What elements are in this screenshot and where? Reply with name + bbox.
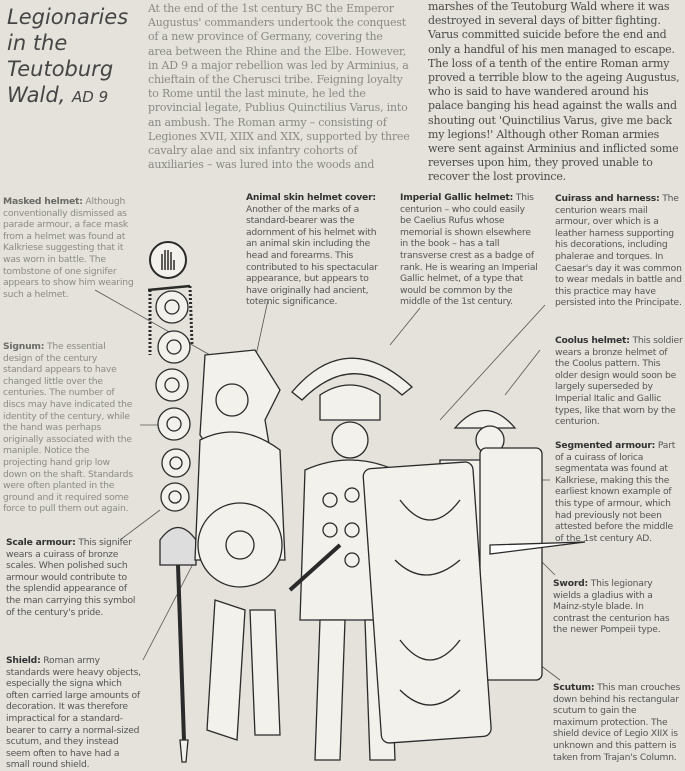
caption-text: This legionary wields a gladius with a Mainz-style blade. In contrast the centurion has the newer Pompeii type.	[553, 578, 670, 636]
caption-scutum	[553, 682, 681, 763]
caption-label: Cuirass and harness:	[555, 193, 660, 204]
title-main: Legionaries in the Teutoburg Wald,	[7, 5, 129, 107]
caption-label: Masked helmet:	[3, 196, 83, 207]
intro-column-2: marshes of the Teutoburg Wald where it was destroyed in several days of bitter fighting. Varus committed suicide before the end and only a handful of his men managed to escape. The loss of a tenth of the entire Roman army proved a terrible blow to the ageing Augustus, who is said to have wandered around his palace banging his head against the walls and shouting out 'Quinctilius Varus, give me back my legions!' Although other Roman armies were sent against Arminius and inflicted some reverses upon him, they proved unable to recover the lost province.	[428, 0, 680, 184]
caption-text: This centurion – who could easily be Caelius Rufus whose memorial is shown elsewhere in the book – has a tall transverse crest as a badge of rank. He is wearing an Imperial Gallic helmet, of a type that would be common by the middle of the 1st century.	[400, 192, 538, 308]
caption-label: Coolus helmet:	[555, 335, 630, 346]
caption-text: This soldier wears a bronze helmet of the Coolus pattern. This older design would soon be largely superseded by Imperial Italic and Gallic types, like that worn by the centurion.	[555, 335, 683, 428]
caption-sword	[553, 578, 681, 636]
caption-animal-skin	[246, 192, 386, 308]
signum-standard-drawing	[148, 242, 196, 762]
caption-text: The centurion wears mail armour, over which is a leather harness supporting his decorations, including phalerae and torques. In Caesar's day it was common to wear medals in battle and this practice may have persisted into the Principate.	[555, 193, 682, 309]
caption-shield	[6, 655, 142, 771]
caption-label: Scutum:	[553, 682, 595, 693]
caption-text: Another of the marks of a standard-bearer was the adornment of his helmet with an animal skin including the head and forearms. This contributed to his spectacular appearance, but appears to have originally had ancient, totemic significance.	[246, 203, 378, 308]
caption-label: Imperial Gallic helmet:	[400, 192, 514, 203]
caption-text: The essential design of the century standard appears to have changed little over the centuries. The number of discs may have indicated the identity of the century, while the hand was perhaps originally associated with the maniple. Notice the projecting hand grip low down on the shaft. Standards were often planted in the ground and it required some force to pull them out again.	[3, 341, 133, 515]
caption-label: Segmented armour:	[555, 440, 656, 451]
caption-imperial-gallic	[400, 192, 538, 308]
caption-segmented-armour	[555, 440, 683, 544]
caption-label: Animal skin helmet cover:	[246, 192, 376, 203]
caption-label: Signum:	[3, 341, 45, 352]
caption-label: Sword:	[553, 578, 588, 589]
caption-text: This man crouches down behind his rectangular scutum to gain the maximum protection. The shield device of Legio XIIX is unknown and this pattern is taken from Trajan's Column.	[553, 682, 681, 763]
page-title	[7, 4, 147, 110]
caption-text: Part of a cuirass of lorica segmentata was found at Kalkriese, making this the earliest known example of this type of armour, which had previously not been attested before the middle of the 1st century AD.	[555, 440, 676, 544]
caption-text: Roman army standards were heavy objects, especially the signa which often carried large amounts of decoration. It was therefore impractical for a standard-bearer to carry a normal-sized scutum, and they instead seem often to have had a small round shield.	[6, 655, 141, 771]
signifer-drawing	[195, 350, 285, 740]
caption-coolus	[555, 335, 683, 428]
title-era: AD 9	[72, 88, 109, 106]
caption-masked-helmet	[3, 196, 138, 300]
caption-text: Although conventionally dismissed as parade armour, a face mask from a helmet was found at Kalkriese suggesting that it was worn in battle. The tombstone of one signifer appears to show him wearing such a helmet.	[3, 196, 134, 300]
caption-text: This signifer wears a cuirass of bronze scales. When polished such armour would contribute to the splendid appearance of the man carrying this symbol of the century's pride.	[6, 537, 136, 618]
caption-scale-armour	[6, 537, 136, 618]
legionary-drawing	[363, 411, 585, 744]
intro-column-1: At the end of the 1st century BC the Emperor Augustus' commanders undertook the conquest of a new province of Germany, covering the area between the Rhine and the Elbe. However, in AD 9 a major rebellion was led by Arminius, a chieftain of the Cherusci tribe. Feigning loyalty to Rome until the last minute, he led the provincial legate, Publius Quinctilius Varus, into an ambush. The Roman army – consisting of Legiones XVII, XIIX and XIX, supported by three cavalry alae and six infantry cohorts of auxiliaries – was lured into the woods and	[148, 2, 410, 172]
caption-signum	[3, 341, 136, 515]
caption-label: Shield:	[6, 655, 41, 666]
caption-cuirass	[555, 193, 683, 309]
caption-label: Scale armour:	[6, 537, 76, 548]
